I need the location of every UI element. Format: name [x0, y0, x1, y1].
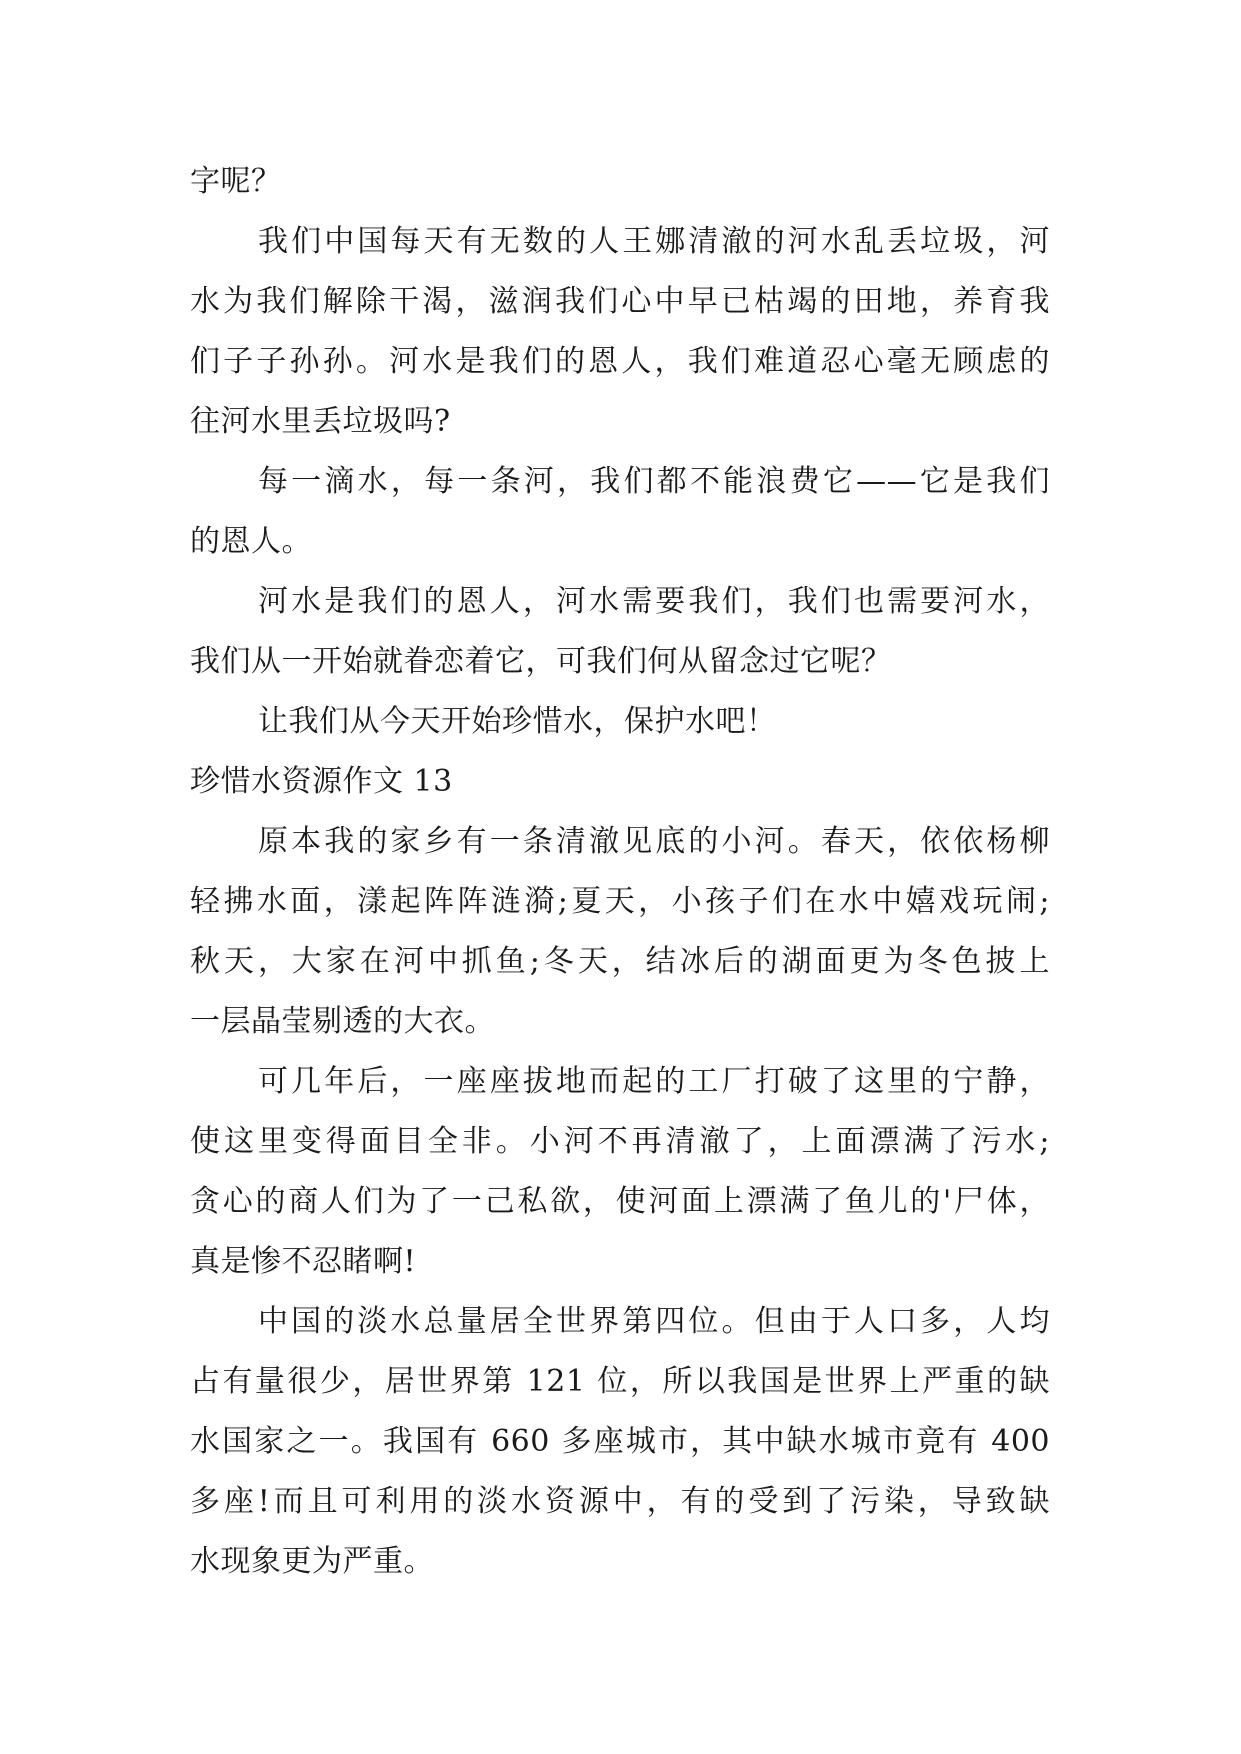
text-line: 字呢？	[190, 164, 282, 199]
text-line: 可几年后，一座座拔地而起的工厂打破了这里的宁静，	[258, 1064, 1050, 1099]
text-line: 原本我的家乡有一条清澈见底的小河。春天，依依杨柳	[258, 824, 1050, 859]
paragraph	[190, 812, 1050, 1052]
text-line: 们子子孙孙。河水是我们的恩人，我们难道忍心毫无顾虑的	[190, 344, 1050, 379]
text-line: 使这里变得面目全非。小河不再清澈了，上面漂满了污水;	[190, 1124, 1050, 1159]
paragraph	[190, 692, 1050, 752]
text-line: 一层晶莹剔透的大衣。	[190, 1004, 495, 1039]
text-line: 让我们从今天开始珍惜水，保护水吧！	[258, 704, 777, 739]
text-line: 贪心的商人们为了一己私欲，使河面上漂满了鱼儿的'尸体，	[190, 1184, 1050, 1219]
text-line: 中国的淡水总量居全世界第四位。但由于人口多，人均	[258, 1304, 1050, 1339]
paragraph	[190, 452, 1050, 572]
text-line: 轻拂水面，漾起阵阵涟漪;夏天，小孩子们在水中嬉戏玩闹;	[190, 884, 1050, 919]
text-line: 占有量很少，居世界第 121 位，所以我国是世界上严重的缺	[190, 1364, 1050, 1399]
heading-text: 珍惜水资源作文 13	[190, 764, 453, 799]
text-line: 水现象更为严重。	[190, 1544, 434, 1579]
paragraph	[190, 1292, 1050, 1592]
text-line: 秋天，大家在河中抓鱼;冬天，结冰后的湖面更为冬色披上	[190, 944, 1050, 979]
text-line: 真是惨不忍睹啊!	[190, 1244, 417, 1279]
section-heading	[190, 752, 1050, 812]
text-line: 河水是我们的恩人，河水需要我们，我们也需要河水，	[258, 584, 1050, 619]
text-line: 多座!而且可利用的淡水资源中，有的受到了污染，导致缺	[190, 1484, 1050, 1519]
document-page	[190, 152, 1050, 1592]
text-line: 水国家之一。我国有 660 多座城市，其中缺水城市竟有 400	[190, 1424, 1050, 1459]
text-line: 水为我们解除干渴，滋润我们心中早已枯竭的田地，养育我	[190, 284, 1050, 319]
text-line: 我们中国每天有无数的人王娜清澈的河水乱丢垃圾，河	[258, 224, 1050, 259]
text-line: 的恩人。	[190, 524, 312, 559]
text-line: 往河水里丢垃圾吗?	[190, 404, 451, 439]
paragraph	[190, 152, 1050, 212]
paragraph	[190, 1052, 1050, 1292]
paragraph	[190, 572, 1050, 692]
text-line: 我们从一开始就眷恋着它，可我们何从留念过它呢？	[190, 644, 892, 679]
text-line: 每一滴水，每一条河，我们都不能浪费它——它是我们	[258, 464, 1050, 499]
paragraph	[190, 212, 1050, 452]
